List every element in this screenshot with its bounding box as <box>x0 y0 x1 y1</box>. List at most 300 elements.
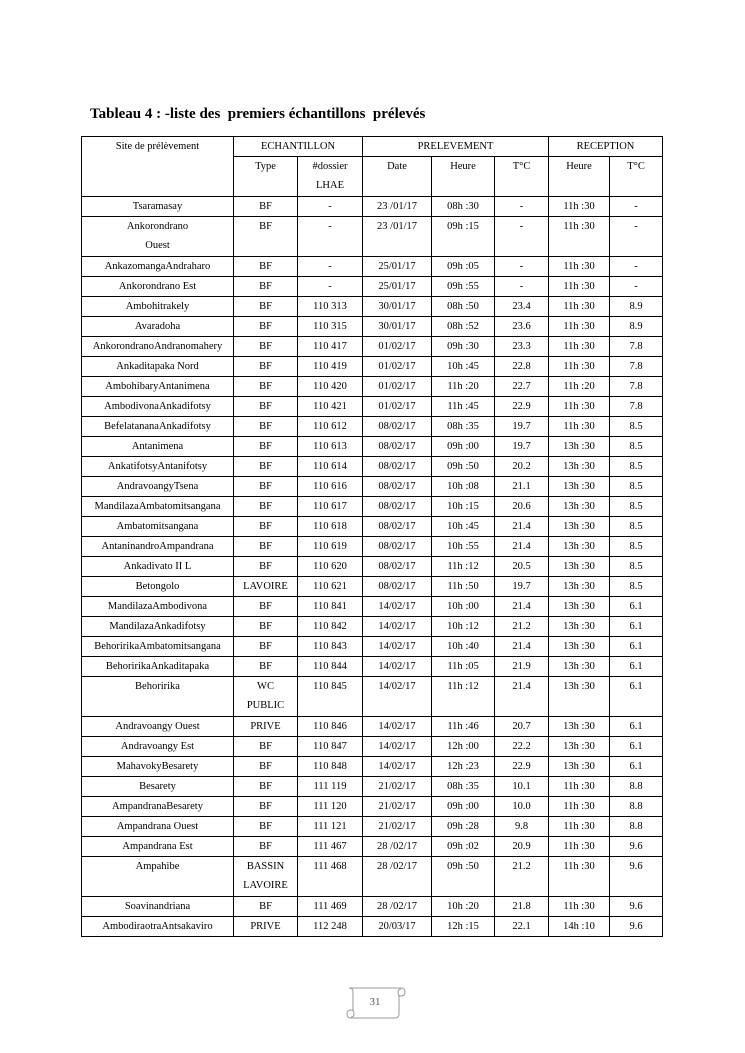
site-cell <box>82 257 234 277</box>
site-cell-line: Andravoangy Est <box>120 741 195 752</box>
temp-prelevement-cell: 21.4 <box>495 537 549 557</box>
date-cell: 14/02/17 <box>363 617 432 637</box>
date-cell: 01/02/17 <box>363 397 432 417</box>
header-date: Date <box>363 157 432 197</box>
type-cell <box>234 337 298 357</box>
date-cell: 14/02/17 <box>363 677 432 717</box>
type-cell <box>234 897 298 917</box>
date-cell: 25/01/17 <box>363 257 432 277</box>
type-cell <box>234 457 298 477</box>
heure-reception-cell: 11h :30 <box>549 797 610 817</box>
heure-prelevement-cell: 10h :45 <box>432 357 495 377</box>
site-cell-line: Ambohitrakely <box>125 301 190 312</box>
type-cell-line: BF <box>259 761 272 772</box>
heure-reception-cell: 13h :30 <box>549 657 610 677</box>
type-cell <box>234 417 298 437</box>
heure-prelevement-cell: 09h :00 <box>432 437 495 457</box>
dossier-cell: 110 613 <box>298 437 363 457</box>
table-row <box>82 757 663 777</box>
temp-prelevement-cell: 9.8 <box>495 817 549 837</box>
site-cell-line: AmbohibaryAntanimena <box>105 381 210 392</box>
heure-prelevement-cell: 09h :50 <box>432 857 495 897</box>
temp-reception-cell: 8.9 <box>610 317 663 337</box>
heure-prelevement-cell: 10h :20 <box>432 897 495 917</box>
site-cell-line: Besarety <box>139 781 176 792</box>
temp-reception-cell: 8.5 <box>610 497 663 517</box>
heure-prelevement-cell: 12h :15 <box>432 917 495 937</box>
type-cell-line: BF <box>259 541 272 552</box>
dossier-cell: 110 621 <box>298 577 363 597</box>
type-cell-line: BF <box>259 521 272 532</box>
table-title: Tableau 4 : -liste des premiers échantillons prélevés <box>90 106 426 122</box>
site-cell <box>82 637 234 657</box>
table-row <box>82 497 663 517</box>
table-row <box>82 337 663 357</box>
type-cell <box>234 817 298 837</box>
temp-prelevement-cell: 21.1 <box>495 477 549 497</box>
type-cell <box>234 517 298 537</box>
dossier-cell: 110 843 <box>298 637 363 657</box>
site-cell-line: Ankorondrano <box>126 221 189 232</box>
temp-prelevement-cell: 21.4 <box>495 517 549 537</box>
temp-prelevement-cell: 21.8 <box>495 897 549 917</box>
dossier-cell: 110 617 <box>298 497 363 517</box>
site-cell <box>82 417 234 437</box>
heure-prelevement-cell: 11h :50 <box>432 577 495 597</box>
type-cell <box>234 617 298 637</box>
temp-reception-cell: 8.5 <box>610 557 663 577</box>
heure-prelevement-cell: 09h :30 <box>432 337 495 357</box>
header-site: Site de prélèvement <box>82 137 234 197</box>
type-cell-line: BF <box>259 261 272 272</box>
temp-reception-cell: 6.1 <box>610 637 663 657</box>
temp-prelevement-cell: 20.5 <box>495 557 549 577</box>
site-cell-line: AmpandranaBesarety <box>112 801 203 812</box>
dossier-cell: 110 846 <box>298 717 363 737</box>
type-cell <box>234 657 298 677</box>
temp-prelevement-cell: 23.3 <box>495 337 549 357</box>
date-cell: 08/02/17 <box>363 557 432 577</box>
date-cell: 14/02/17 <box>363 717 432 737</box>
type-cell-line: BF <box>259 461 272 472</box>
temp-prelevement-cell: 22.7 <box>495 377 549 397</box>
temp-reception-cell: 7.8 <box>610 397 663 417</box>
temp-prelevement-cell: 21.4 <box>495 597 549 617</box>
heure-prelevement-cell: 08h :35 <box>432 417 495 437</box>
dossier-cell: 110 614 <box>298 457 363 477</box>
type-cell <box>234 497 298 517</box>
heure-prelevement-cell: 09h :02 <box>432 837 495 857</box>
type-cell-line: BF <box>259 481 272 492</box>
heure-prelevement-cell: 08h :52 <box>432 317 495 337</box>
site-cell-line: Ankorondrano Est <box>118 281 197 292</box>
table-row <box>82 597 663 617</box>
table-row <box>82 297 663 317</box>
temp-reception-cell: 6.1 <box>610 617 663 637</box>
temp-reception-cell: 9.6 <box>610 897 663 917</box>
site-cell <box>82 917 234 937</box>
site-cell-line: BehoririkaAmbatomitsangana <box>94 641 221 652</box>
type-cell <box>234 577 298 597</box>
header-row-1 <box>82 137 663 157</box>
temp-reception-cell: 8.5 <box>610 477 663 497</box>
site-cell-line: Ouest <box>145 240 170 251</box>
dossier-cell: - <box>298 217 363 257</box>
table-row <box>82 677 663 717</box>
site-cell-line: Betongolo <box>135 581 180 592</box>
date-cell: 01/02/17 <box>363 357 432 377</box>
type-cell <box>234 757 298 777</box>
site-cell <box>82 357 234 377</box>
date-cell: 21/02/17 <box>363 817 432 837</box>
heure-prelevement-cell: 09h :50 <box>432 457 495 477</box>
date-cell: 14/02/17 <box>363 757 432 777</box>
table-row <box>82 777 663 797</box>
type-cell-line: BF <box>259 621 272 632</box>
dossier-cell: - <box>298 277 363 297</box>
temp-prelevement-cell: 19.7 <box>495 437 549 457</box>
heure-reception-cell: 11h :30 <box>549 297 610 317</box>
header-reception: RECEPTION <box>549 137 663 157</box>
type-cell-line: BF <box>259 841 272 852</box>
table-body <box>82 197 663 937</box>
site-cell-line: Ampandrana Est <box>122 841 193 852</box>
heure-prelevement-cell: 08h :30 <box>432 197 495 217</box>
table-row <box>82 457 663 477</box>
dossier-cell: 111 119 <box>298 777 363 797</box>
type-cell <box>234 377 298 397</box>
site-cell <box>82 757 234 777</box>
type-cell-line: LAVOIRE <box>243 581 288 592</box>
temp-prelevement-cell: 21.9 <box>495 657 549 677</box>
date-cell: 08/02/17 <box>363 437 432 457</box>
temp-reception-cell: 6.1 <box>610 657 663 677</box>
table-row <box>82 277 663 297</box>
type-cell-line: BF <box>259 441 272 452</box>
temp-reception-cell: 8.5 <box>610 517 663 537</box>
table-row <box>82 917 663 937</box>
table-row <box>82 657 663 677</box>
heure-reception-cell: 13h :30 <box>549 537 610 557</box>
table-row <box>82 637 663 657</box>
temp-prelevement-cell: 21.2 <box>495 857 549 897</box>
temp-prelevement-cell: 22.2 <box>495 737 549 757</box>
date-cell: 28 /02/17 <box>363 837 432 857</box>
temp-prelevement-cell: 20.2 <box>495 457 549 477</box>
date-cell: 23 /01/17 <box>363 197 432 217</box>
type-cell-line: BF <box>259 601 272 612</box>
header-prelevement: PRELEVEMENT <box>363 137 549 157</box>
date-cell: 14/02/17 <box>363 657 432 677</box>
type-cell-line: BF <box>259 341 272 352</box>
site-cell <box>82 297 234 317</box>
site-cell-line: Ankadivato II L <box>123 561 192 572</box>
type-cell <box>234 557 298 577</box>
site-cell <box>82 797 234 817</box>
table-row <box>82 417 663 437</box>
header-heure-reception: Heure <box>549 157 610 197</box>
dossier-cell: 111 468 <box>298 857 363 897</box>
temp-prelevement-cell: 20.7 <box>495 717 549 737</box>
dossier-cell: 110 845 <box>298 677 363 717</box>
date-cell: 14/02/17 <box>363 737 432 757</box>
site-cell-line: Ampahibe <box>135 861 180 872</box>
site-cell <box>82 777 234 797</box>
dossier-cell: 110 421 <box>298 397 363 417</box>
dossier-cell: 110 842 <box>298 617 363 637</box>
heure-reception-cell: 13h :30 <box>549 517 610 537</box>
site-cell-line: BefelatananaAnkadifotsy <box>104 421 211 432</box>
temp-prelevement-cell: 23.4 <box>495 297 549 317</box>
table-row <box>82 577 663 597</box>
date-cell: 08/02/17 <box>363 477 432 497</box>
dossier-cell: 110 620 <box>298 557 363 577</box>
heure-prelevement-cell: 10h :45 <box>432 517 495 537</box>
temp-prelevement-cell: 20.9 <box>495 837 549 857</box>
date-cell: 25/01/17 <box>363 277 432 297</box>
site-cell <box>82 817 234 837</box>
temp-reception-cell: 9.6 <box>610 837 663 857</box>
header-dossier <box>298 157 363 197</box>
site-cell <box>82 577 234 597</box>
site-cell <box>82 717 234 737</box>
table-row <box>82 517 663 537</box>
site-cell <box>82 537 234 557</box>
site-cell <box>82 897 234 917</box>
heure-prelevement-cell: 11h :45 <box>432 397 495 417</box>
table-row <box>82 817 663 837</box>
temp-reception-cell: - <box>610 217 663 257</box>
heure-reception-cell: 11h :30 <box>549 317 610 337</box>
heure-prelevement-cell: 10h :40 <box>432 637 495 657</box>
temp-reception-cell: 8.5 <box>610 537 663 557</box>
heure-prelevement-cell: 10h :55 <box>432 537 495 557</box>
type-cell <box>234 777 298 797</box>
table-row <box>82 397 663 417</box>
site-cell-line: AndravoangyTsena <box>116 481 199 492</box>
site-cell-line: Soavinandriana <box>124 901 191 912</box>
site-cell-line: MahavokyBesarety <box>116 761 199 772</box>
dossier-cell: - <box>298 197 363 217</box>
heure-prelevement-cell: 11h :20 <box>432 377 495 397</box>
type-cell <box>234 197 298 217</box>
table-row <box>82 357 663 377</box>
type-cell-line: BF <box>259 641 272 652</box>
type-cell-line: BASSIN <box>246 861 285 872</box>
date-cell: 28 /02/17 <box>363 857 432 897</box>
type-cell <box>234 257 298 277</box>
temp-reception-cell: - <box>610 277 663 297</box>
type-cell <box>234 797 298 817</box>
heure-prelevement-cell: 11h :12 <box>432 677 495 717</box>
heure-reception-cell: 11h :30 <box>549 257 610 277</box>
page-number: 31 <box>369 996 381 1008</box>
heure-reception-cell: 11h :30 <box>549 277 610 297</box>
table-row <box>82 197 663 217</box>
type-cell-line: BF <box>259 221 272 232</box>
heure-reception-cell: 13h :30 <box>549 497 610 517</box>
header-dossier-line: LHAE <box>316 180 344 191</box>
type-cell-line: WC <box>257 681 274 692</box>
type-cell-line: BF <box>259 501 272 512</box>
heure-reception-cell: 13h :30 <box>549 757 610 777</box>
table-row <box>82 617 663 637</box>
site-cell <box>82 557 234 577</box>
heure-reception-cell: 11h :30 <box>549 897 610 917</box>
type-cell-line: BF <box>259 281 272 292</box>
heure-prelevement-cell: 08h :35 <box>432 777 495 797</box>
heure-reception-cell: 11h :30 <box>549 197 610 217</box>
type-cell-line: BF <box>259 801 272 812</box>
site-cell <box>82 397 234 417</box>
heure-prelevement-cell: 10h :15 <box>432 497 495 517</box>
type-cell-line: BF <box>259 421 272 432</box>
site-cell-line: AnkazomangaAndraharo <box>104 261 211 272</box>
type-cell-line: BF <box>259 661 272 672</box>
heure-reception-cell: 11h :30 <box>549 337 610 357</box>
site-cell <box>82 677 234 717</box>
heure-reception-cell: 11h :30 <box>549 837 610 857</box>
temp-reception-cell: 6.1 <box>610 597 663 617</box>
site-cell <box>82 837 234 857</box>
table-row <box>82 317 663 337</box>
type-cell <box>234 677 298 717</box>
header-dossier-line: #dossier <box>312 161 348 172</box>
heure-prelevement-cell: 12h :23 <box>432 757 495 777</box>
site-cell-line: Tsaramasay <box>132 201 183 212</box>
heure-reception-cell: 13h :30 <box>549 717 610 737</box>
type-cell-line: BF <box>259 321 272 332</box>
table-row <box>82 257 663 277</box>
dossier-cell: 110 618 <box>298 517 363 537</box>
temp-reception-cell: - <box>610 197 663 217</box>
temp-prelevement-cell: 21.2 <box>495 617 549 637</box>
date-cell: 23 /01/17 <box>363 217 432 257</box>
type-cell-line: BF <box>259 201 272 212</box>
date-cell: 21/02/17 <box>363 777 432 797</box>
site-cell-line: MandilazaAmbatomitsangana <box>94 501 221 512</box>
temp-prelevement-cell: 21.4 <box>495 637 549 657</box>
dossier-cell: 111 467 <box>298 837 363 857</box>
temp-prelevement-cell: 10.1 <box>495 777 549 797</box>
date-cell: 30/01/17 <box>363 297 432 317</box>
site-cell <box>82 317 234 337</box>
temp-reception-cell: 6.1 <box>610 717 663 737</box>
heure-prelevement-cell: 09h :28 <box>432 817 495 837</box>
type-cell-line: BF <box>259 901 272 912</box>
heure-reception-cell: 11h :30 <box>549 777 610 797</box>
date-cell: 01/02/17 <box>363 377 432 397</box>
heure-reception-cell: 13h :30 <box>549 737 610 757</box>
site-cell <box>82 737 234 757</box>
header-heure-prelevement: Heure <box>432 157 495 197</box>
dossier-cell: 110 315 <box>298 317 363 337</box>
type-cell <box>234 637 298 657</box>
heure-reception-cell: 11h :20 <box>549 377 610 397</box>
site-cell-line: Ampandrana Ouest <box>116 821 199 832</box>
type-cell <box>234 717 298 737</box>
type-cell-line: LAVOIRE <box>243 880 288 891</box>
date-cell: 08/02/17 <box>363 497 432 517</box>
heure-reception-cell: 11h :30 <box>549 217 610 257</box>
type-cell-line: BF <box>259 301 272 312</box>
site-cell <box>82 497 234 517</box>
type-cell-line: BF <box>259 821 272 832</box>
table-row <box>82 797 663 817</box>
type-cell <box>234 737 298 757</box>
temp-prelevement-cell: 10.0 <box>495 797 549 817</box>
temp-prelevement-cell: 22.8 <box>495 357 549 377</box>
header-echantillon: ECHANTILLON <box>234 137 363 157</box>
temp-prelevement-cell: - <box>495 217 549 257</box>
heure-prelevement-cell: 11h :12 <box>432 557 495 577</box>
dossier-cell: 110 419 <box>298 357 363 377</box>
dossier-cell: 110 619 <box>298 537 363 557</box>
temp-prelevement-cell: 22.9 <box>495 397 549 417</box>
table-row <box>82 897 663 917</box>
temp-reception-cell: 7.8 <box>610 377 663 397</box>
heure-reception-cell: 13h :30 <box>549 457 610 477</box>
heure-reception-cell: 13h :30 <box>549 637 610 657</box>
site-cell-line: AntaninandroAmpandrana <box>101 541 214 552</box>
site-cell <box>82 477 234 497</box>
temp-prelevement-cell: - <box>495 257 549 277</box>
type-cell-line: BF <box>259 561 272 572</box>
site-cell-line: AmbodivonaAnkadifotsy <box>104 401 211 412</box>
dossier-cell: 110 841 <box>298 597 363 617</box>
heure-reception-cell: 11h :30 <box>549 357 610 377</box>
dossier-cell: 110 612 <box>298 417 363 437</box>
temp-prelevement-cell: 21.4 <box>495 677 549 717</box>
temp-reception-cell: 9.6 <box>610 857 663 897</box>
dossier-cell: 112 248 <box>298 917 363 937</box>
temp-prelevement-cell: 23.6 <box>495 317 549 337</box>
heure-prelevement-cell: 09h :05 <box>432 257 495 277</box>
temp-reception-cell: 8.5 <box>610 437 663 457</box>
type-cell-line: BF <box>259 781 272 792</box>
samples-table <box>81 136 663 937</box>
heure-reception-cell: 13h :30 <box>549 677 610 717</box>
header-temp-prelevement: T°C <box>495 157 549 197</box>
dossier-cell: 110 847 <box>298 737 363 757</box>
heure-reception-cell: 11h :30 <box>549 817 610 837</box>
heure-prelevement-cell: 11h :05 <box>432 657 495 677</box>
dossier-cell: - <box>298 257 363 277</box>
heure-reception-cell: 13h :30 <box>549 437 610 457</box>
temp-reception-cell: 8.8 <box>610 777 663 797</box>
table-row <box>82 217 663 257</box>
site-cell-line: Andravoangy Ouest <box>115 721 200 732</box>
site-cell-line: MandilazaAnkadifotsy <box>109 621 206 632</box>
temp-reception-cell: - <box>610 257 663 277</box>
type-cell <box>234 917 298 937</box>
type-cell-line: BF <box>259 401 272 412</box>
temp-prelevement-cell: 22.9 <box>495 757 549 777</box>
temp-reception-cell: 8.8 <box>610 797 663 817</box>
temp-reception-cell: 8.5 <box>610 457 663 477</box>
table-row <box>82 537 663 557</box>
temp-prelevement-cell: - <box>495 197 549 217</box>
heure-prelevement-cell: 08h :50 <box>432 297 495 317</box>
dossier-cell: 110 844 <box>298 657 363 677</box>
type-cell <box>234 537 298 557</box>
dossier-cell: 111 121 <box>298 817 363 837</box>
site-cell-line: Antanimena <box>131 441 184 452</box>
site-cell <box>82 437 234 457</box>
site-cell <box>82 857 234 897</box>
type-cell <box>234 317 298 337</box>
heure-reception-cell: 13h :30 <box>549 577 610 597</box>
